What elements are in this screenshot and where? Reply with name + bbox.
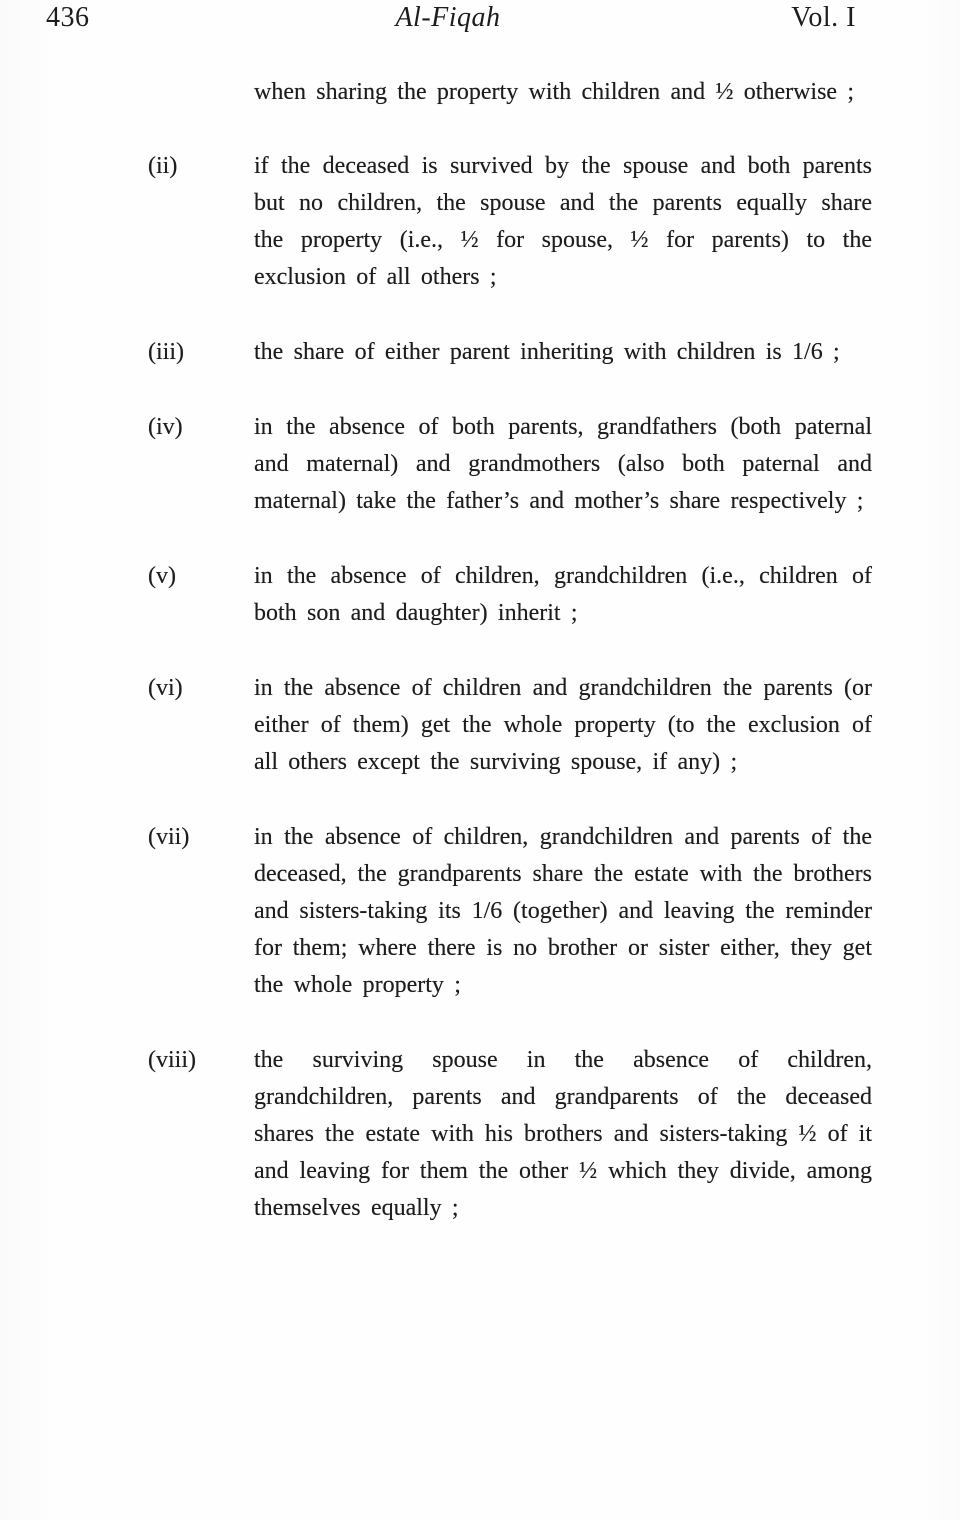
list-item-marker: (vii) [148,824,190,850]
list-item-marker: (iii) [148,339,184,365]
list-item-iii [148,334,872,371]
list-item-vi [148,670,872,781]
list-item-ii [148,148,872,296]
book-title: Al-Fiqah [395,2,501,33]
list-item-marker: (ii) [148,153,178,179]
list-item-marker: (viii) [148,1047,196,1073]
list-item-text: in the absence of children, grandchildren (i.e., children of both son and daughter) inherit ; [254,563,872,626]
page-content [148,74,872,1227]
list-item-marker: (iv) [148,414,183,440]
list-item-vii [148,819,872,1004]
list-item-text: in the absence of children, grandchildren and parents of the deceased, the grandparents share the estate with the brothers and sisters-taking its 1/6 (together) and leaving the reminder for them; where there is no brother or sister either, they get the whole property ; [254,824,872,998]
page-header [0,2,960,38]
list-item-iv [148,409,872,520]
list-item-marker: (vi) [148,675,183,701]
list-item-viii [148,1042,872,1227]
list-item-text: in the absence of both parents, grandfathers (both paternal and maternal) and grandmothers (also both paternal and maternal) take the father’s and mother’s share respectively ; [254,414,872,514]
paragraph-continuation: when sharing the property with children and ½ otherwise ; [254,79,855,105]
list-item-text: if the deceased is survived by the spouse and both parents but no children, the spouse and the parents equally share the property (i.e., ½ for spouse, ½ for parents) to the exclusion of all others ; [254,153,872,290]
page-number: 436 [46,2,90,33]
list-item-text: in the absence of children and grandchildren the parents (or either of them) get the whole property (to the exclusion of all others except the surviving spouse, if any) ; [254,675,872,775]
list-item-text: the surviving spouse in the absence of children, grandchildren, parents and grandparents of the deceased shares the estate with his brothers and sisters-taking ½ of it and leaving for them the other ½ which they divide, among themselves equally ; [254,1047,872,1221]
list-item-text: the share of either parent inheriting with children is 1/6 ; [254,339,840,365]
list-item-v [148,558,872,632]
list-item-marker: (v) [148,563,176,589]
volume-label: Vol. I [791,2,856,33]
